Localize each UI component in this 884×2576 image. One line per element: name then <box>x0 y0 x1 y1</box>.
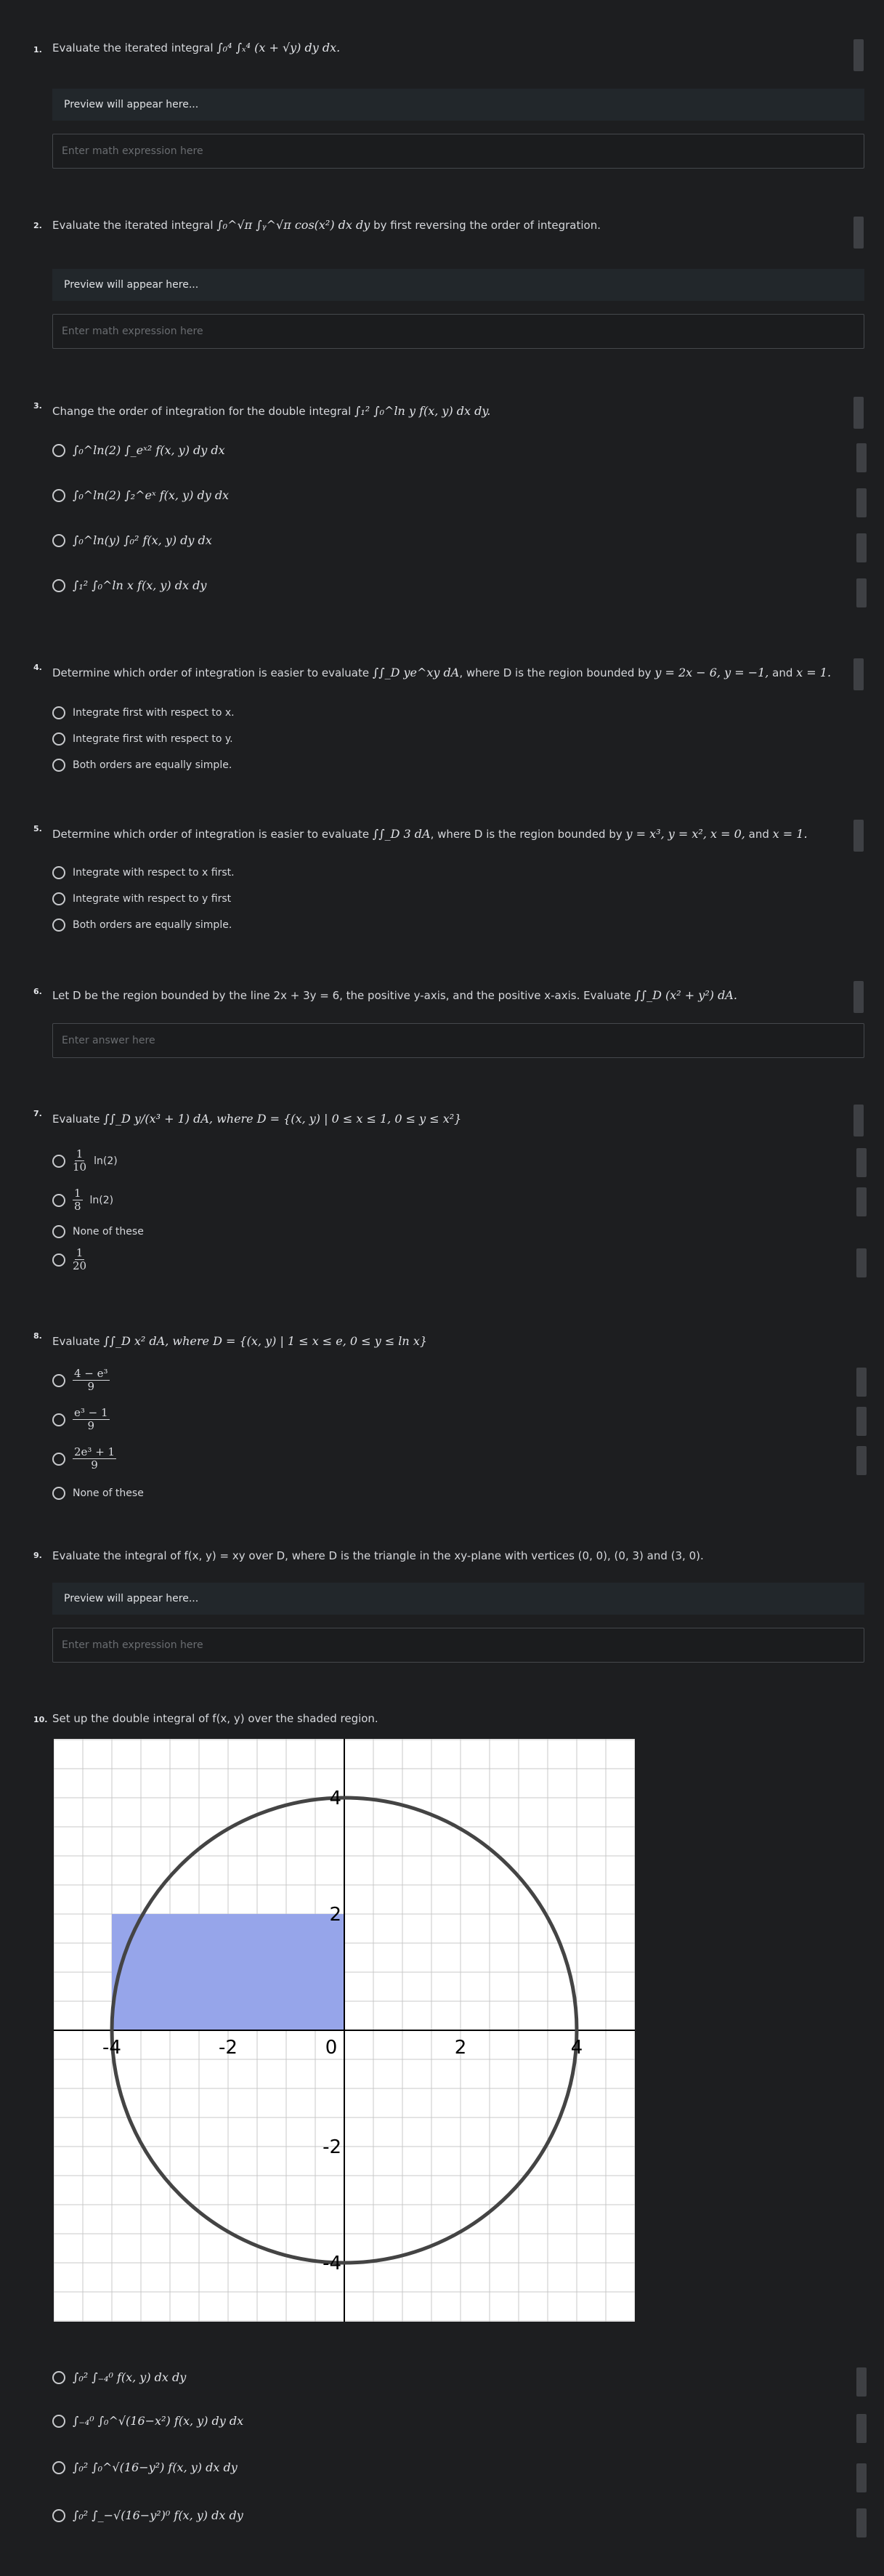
answer-option[interactable] <box>52 1407 110 1433</box>
answer-option[interactable] <box>52 759 232 772</box>
prompt-math: ∫∫_D (x² + y²) dA. <box>634 988 737 1002</box>
radio-button[interactable] <box>52 1374 65 1387</box>
flag-button[interactable] <box>853 658 864 690</box>
radio-button[interactable] <box>52 444 65 457</box>
option-label: Integrate first with respect to y. <box>73 733 233 745</box>
y-tick-label: -2 <box>323 2136 341 2158</box>
option-label: None of these <box>73 1226 144 1237</box>
option-math: ∫₀^ln(y) ∫₀² f(x, y) dy dx <box>73 533 212 547</box>
option-math: ∫₀² ∫_−√(16−y²)⁰ f(x, y) dx dy <box>73 2508 243 2522</box>
answer-option[interactable] <box>52 578 206 592</box>
question-number: 2. <box>33 221 42 230</box>
shaded-region <box>112 1914 344 2030</box>
prompt-math: ∫∫_D ye^xy dA <box>372 666 460 679</box>
prompt-math-3: x = 1. <box>772 827 808 841</box>
prompt-math: ∫∫_D y/(x³ + 1) dA, where D = {(x, y) | 0 ≤ x ≤ 1, 0 ≤ y ≤ x²} <box>103 1112 462 1126</box>
option-flag[interactable] <box>856 2508 867 2537</box>
radio-button[interactable] <box>52 892 65 905</box>
question-number: 3. <box>33 401 42 411</box>
math-input[interactable] <box>52 134 864 169</box>
math-preview <box>52 89 864 121</box>
option-fraction <box>73 1247 86 1273</box>
answer-option[interactable] <box>52 2370 186 2384</box>
option-flag[interactable] <box>856 443 867 472</box>
question-number: 10. <box>33 1715 48 1724</box>
preview-text: Preview will appear here... <box>64 279 199 291</box>
radio-button[interactable] <box>52 1225 65 1238</box>
option-flag[interactable] <box>856 533 867 562</box>
prompt-text: Determine which order of integration is easier to evaluate <box>52 828 370 841</box>
option-flag[interactable] <box>856 2414 867 2443</box>
preview-text: Preview will appear here... <box>64 99 199 110</box>
radio-button[interactable] <box>52 1487 65 1500</box>
fraction-numerator: 2e³ + 1 <box>74 1445 115 1458</box>
prompt-math: ∫∫_D 3 dA <box>372 827 431 841</box>
flag-button[interactable] <box>853 39 864 71</box>
option-flag[interactable] <box>856 2463 867 2492</box>
prompt-text-mid: , where D is the region bounded by <box>459 666 652 679</box>
radio-button[interactable] <box>52 1253 65 1267</box>
x-tick-label: 4 <box>570 2037 583 2059</box>
radio-button[interactable] <box>52 489 65 502</box>
fraction-numerator: e³ − 1 <box>74 1406 108 1419</box>
prompt-math-3: x = 1. <box>796 666 832 679</box>
answer-option[interactable] <box>52 488 229 502</box>
answer-option[interactable] <box>52 732 233 746</box>
option-flag[interactable] <box>856 1446 867 1475</box>
answer-option[interactable] <box>52 1148 118 1174</box>
answer-option[interactable] <box>52 1487 144 1500</box>
fraction-numerator: 1 <box>76 1147 84 1160</box>
answer-option[interactable] <box>52 706 235 719</box>
option-flag[interactable] <box>856 1187 867 1216</box>
answer-option[interactable] <box>52 533 212 547</box>
option-math: ∫₀² ∫₋₄⁰ f(x, y) dx dy <box>73 2370 187 2384</box>
radio-button[interactable] <box>52 2509 65 2522</box>
radio-button[interactable] <box>52 918 65 932</box>
answer-option[interactable] <box>52 1446 116 1472</box>
option-label: Both orders are equally simple. <box>73 759 232 771</box>
math-input[interactable] <box>52 314 864 349</box>
flag-button[interactable] <box>853 981 864 1013</box>
option-fraction <box>73 1187 83 1214</box>
option-flag[interactable] <box>856 488 867 517</box>
flag-button[interactable] <box>853 820 864 852</box>
option-label: None of these <box>73 1487 144 1499</box>
prompt-math: ∫₁² ∫₀^ln y f(x, y) dx dy. <box>354 404 491 418</box>
x-tick-label: -4 <box>102 2037 121 2059</box>
preview-text: Preview will appear here... <box>64 1593 199 1604</box>
option-flag[interactable] <box>856 1407 867 1436</box>
radio-button[interactable] <box>52 706 65 719</box>
prompt-text: Set up the double integral of f(x, y) over the shaded region. <box>52 1712 378 1725</box>
answer-option[interactable] <box>52 2508 243 2522</box>
question-number: 8. <box>33 1331 42 1341</box>
answer-option[interactable] <box>52 2460 238 2474</box>
option-flag[interactable] <box>856 578 867 607</box>
prompt-text: Determine which order of integration is easier to evaluate <box>52 666 370 679</box>
answer-input[interactable] <box>52 1023 864 1058</box>
option-fraction <box>73 1407 110 1433</box>
answer-option[interactable] <box>52 892 231 905</box>
fraction-numerator: 1 <box>76 1246 84 1259</box>
prompt-text-and: and <box>772 666 793 679</box>
option-label: Both orders are equally simple. <box>73 919 232 931</box>
math-preview <box>52 269 864 301</box>
question-number: 6. <box>33 987 42 996</box>
question-prompt <box>52 218 601 232</box>
question-prompt <box>52 988 737 1002</box>
prompt-math: ∫∫_D x² dA, where D = {(x, y) | 1 ≤ x ≤ e, 0 ≤ y ≤ ln x} <box>103 1334 428 1348</box>
prompt-math-2: y = 2x − 6, y = −1, <box>654 666 769 679</box>
prompt-text: Evaluate <box>52 1335 100 1348</box>
question-number: 1. <box>33 45 42 54</box>
region-graph <box>54 1739 635 2322</box>
radio-button[interactable] <box>52 866 65 879</box>
option-math: ∫₀^ln(2) ∫_eˣ² f(x, y) dy dx <box>73 443 225 457</box>
question-prompt <box>52 1549 704 1562</box>
x-tick-label: -2 <box>219 2037 238 2059</box>
math-preview <box>52 1583 864 1615</box>
fraction-denominator: 9 <box>91 1458 98 1472</box>
radio-button[interactable] <box>52 2415 65 2428</box>
radio-button[interactable] <box>52 1155 65 1168</box>
prompt-text: Let D be the region bounded by the line 2x + 3y = 6, the positive y-axis, and the positive x-axis. Evaluate <box>52 989 631 1002</box>
option-label: Integrate first with respect to x. <box>73 707 235 719</box>
answer-option[interactable] <box>52 918 232 932</box>
question-prompt <box>52 1112 461 1126</box>
option-tail: ln(2) <box>89 1194 114 1206</box>
option-math: ∫₀² ∫₀^√(16−y²) f(x, y) dx dy <box>73 2460 238 2474</box>
prompt-text: Evaluate the iterated integral <box>52 41 214 54</box>
answer-option[interactable] <box>52 1187 113 1214</box>
radio-button[interactable] <box>52 759 65 772</box>
option-math: ∫₁² ∫₀^ln x f(x, y) dx dy <box>73 578 207 592</box>
option-flag[interactable] <box>856 1148 867 1177</box>
question-prompt <box>52 666 831 679</box>
prompt-text: Evaluate the iterated integral <box>52 219 214 232</box>
question-prompt <box>52 1712 378 1725</box>
prompt-text: Change the order of integration for the double integral <box>52 405 352 418</box>
prompt-text: Evaluate the integral of f(x, y) = xy over D, where D is the triangle in the xy-plane with vertices (0, 0), (0, 3) and (3, 0). <box>52 1549 704 1562</box>
flag-button[interactable] <box>853 1105 864 1136</box>
option-flag[interactable] <box>856 1368 867 1397</box>
fraction-numerator: 4 − e³ <box>74 1367 108 1380</box>
question-number: 4. <box>33 663 42 672</box>
radio-button[interactable] <box>52 1194 65 1207</box>
radio-button[interactable] <box>52 2461 65 2474</box>
answer-option[interactable] <box>52 1247 86 1273</box>
option-math: ∫₋₄⁰ ∫₀^√(16−x²) f(x, y) dy dx <box>73 2414 244 2428</box>
flag-button[interactable] <box>853 217 864 249</box>
answer-option[interactable] <box>52 1225 144 1238</box>
flag-button[interactable] <box>853 397 864 429</box>
option-math: ∫₀^ln(2) ∫₂^eˣ f(x, y) dy dx <box>73 488 230 502</box>
answer-option[interactable] <box>52 866 235 879</box>
radio-button[interactable] <box>52 534 65 547</box>
answer-option[interactable] <box>52 2414 243 2428</box>
fraction-denominator: 8 <box>74 1200 81 1214</box>
radio-button[interactable] <box>52 1453 65 1466</box>
prompt-text: Evaluate <box>52 1113 100 1126</box>
fraction-denominator: 10 <box>73 1160 87 1174</box>
option-label: Integrate with respect to y first <box>73 893 232 905</box>
answer-option[interactable] <box>52 1368 110 1394</box>
x-tick-label: 0 <box>325 2037 338 2059</box>
fraction-denominator: 20 <box>73 1259 87 1273</box>
option-fraction <box>73 1148 86 1174</box>
option-flag[interactable] <box>856 1248 867 1277</box>
question-number: 5. <box>33 824 42 833</box>
input-placeholder: Enter math expression here <box>62 326 203 337</box>
radio-button[interactable] <box>52 579 65 592</box>
answer-option[interactable] <box>52 443 225 457</box>
question-number: 7. <box>33 1109 42 1118</box>
input-placeholder: Enter answer here <box>62 1035 155 1046</box>
question-prompt <box>52 404 490 418</box>
fraction-numerator: 1 <box>74 1187 81 1200</box>
input-placeholder: Enter math expression here <box>62 1639 203 1651</box>
option-label: Integrate with respect to x first. <box>73 867 235 879</box>
x-tick-label: 2 <box>454 2037 467 2059</box>
input-placeholder: Enter math expression here <box>62 145 203 157</box>
question-number: 9. <box>33 1551 42 1560</box>
option-flag[interactable] <box>856 2367 867 2397</box>
math-input[interactable] <box>52 1628 864 1663</box>
option-fraction <box>73 1368 110 1394</box>
radio-button[interactable] <box>52 732 65 746</box>
radio-button[interactable] <box>52 2371 65 2384</box>
prompt-text-after: by first reversing the order of integration. <box>373 219 601 232</box>
prompt-math-2: y = x³, y = x², x = 0, <box>625 827 745 841</box>
y-tick-label: 4 <box>329 1788 341 1809</box>
question-prompt <box>52 41 340 54</box>
question-prompt <box>52 1334 427 1348</box>
option-fraction <box>73 1446 116 1472</box>
y-tick-label: -4 <box>323 2253 341 2274</box>
prompt-math: ∫₀⁴ ∫ₓ⁴ (x + √y) dy dx. <box>216 41 341 54</box>
question-prompt <box>52 827 808 841</box>
fraction-denominator: 9 <box>87 1419 95 1433</box>
radio-button[interactable] <box>52 1413 65 1426</box>
option-tail: ln(2) <box>94 1155 118 1167</box>
fraction-denominator: 9 <box>87 1380 95 1394</box>
prompt-text-and: and <box>748 828 769 841</box>
prompt-text-mid: , where D is the region bounded by <box>430 828 623 841</box>
prompt-math: ∫₀^√π ∫ᵧ^√π cos(x²) dx dy <box>216 218 370 232</box>
y-tick-label: 2 <box>329 1904 341 1926</box>
